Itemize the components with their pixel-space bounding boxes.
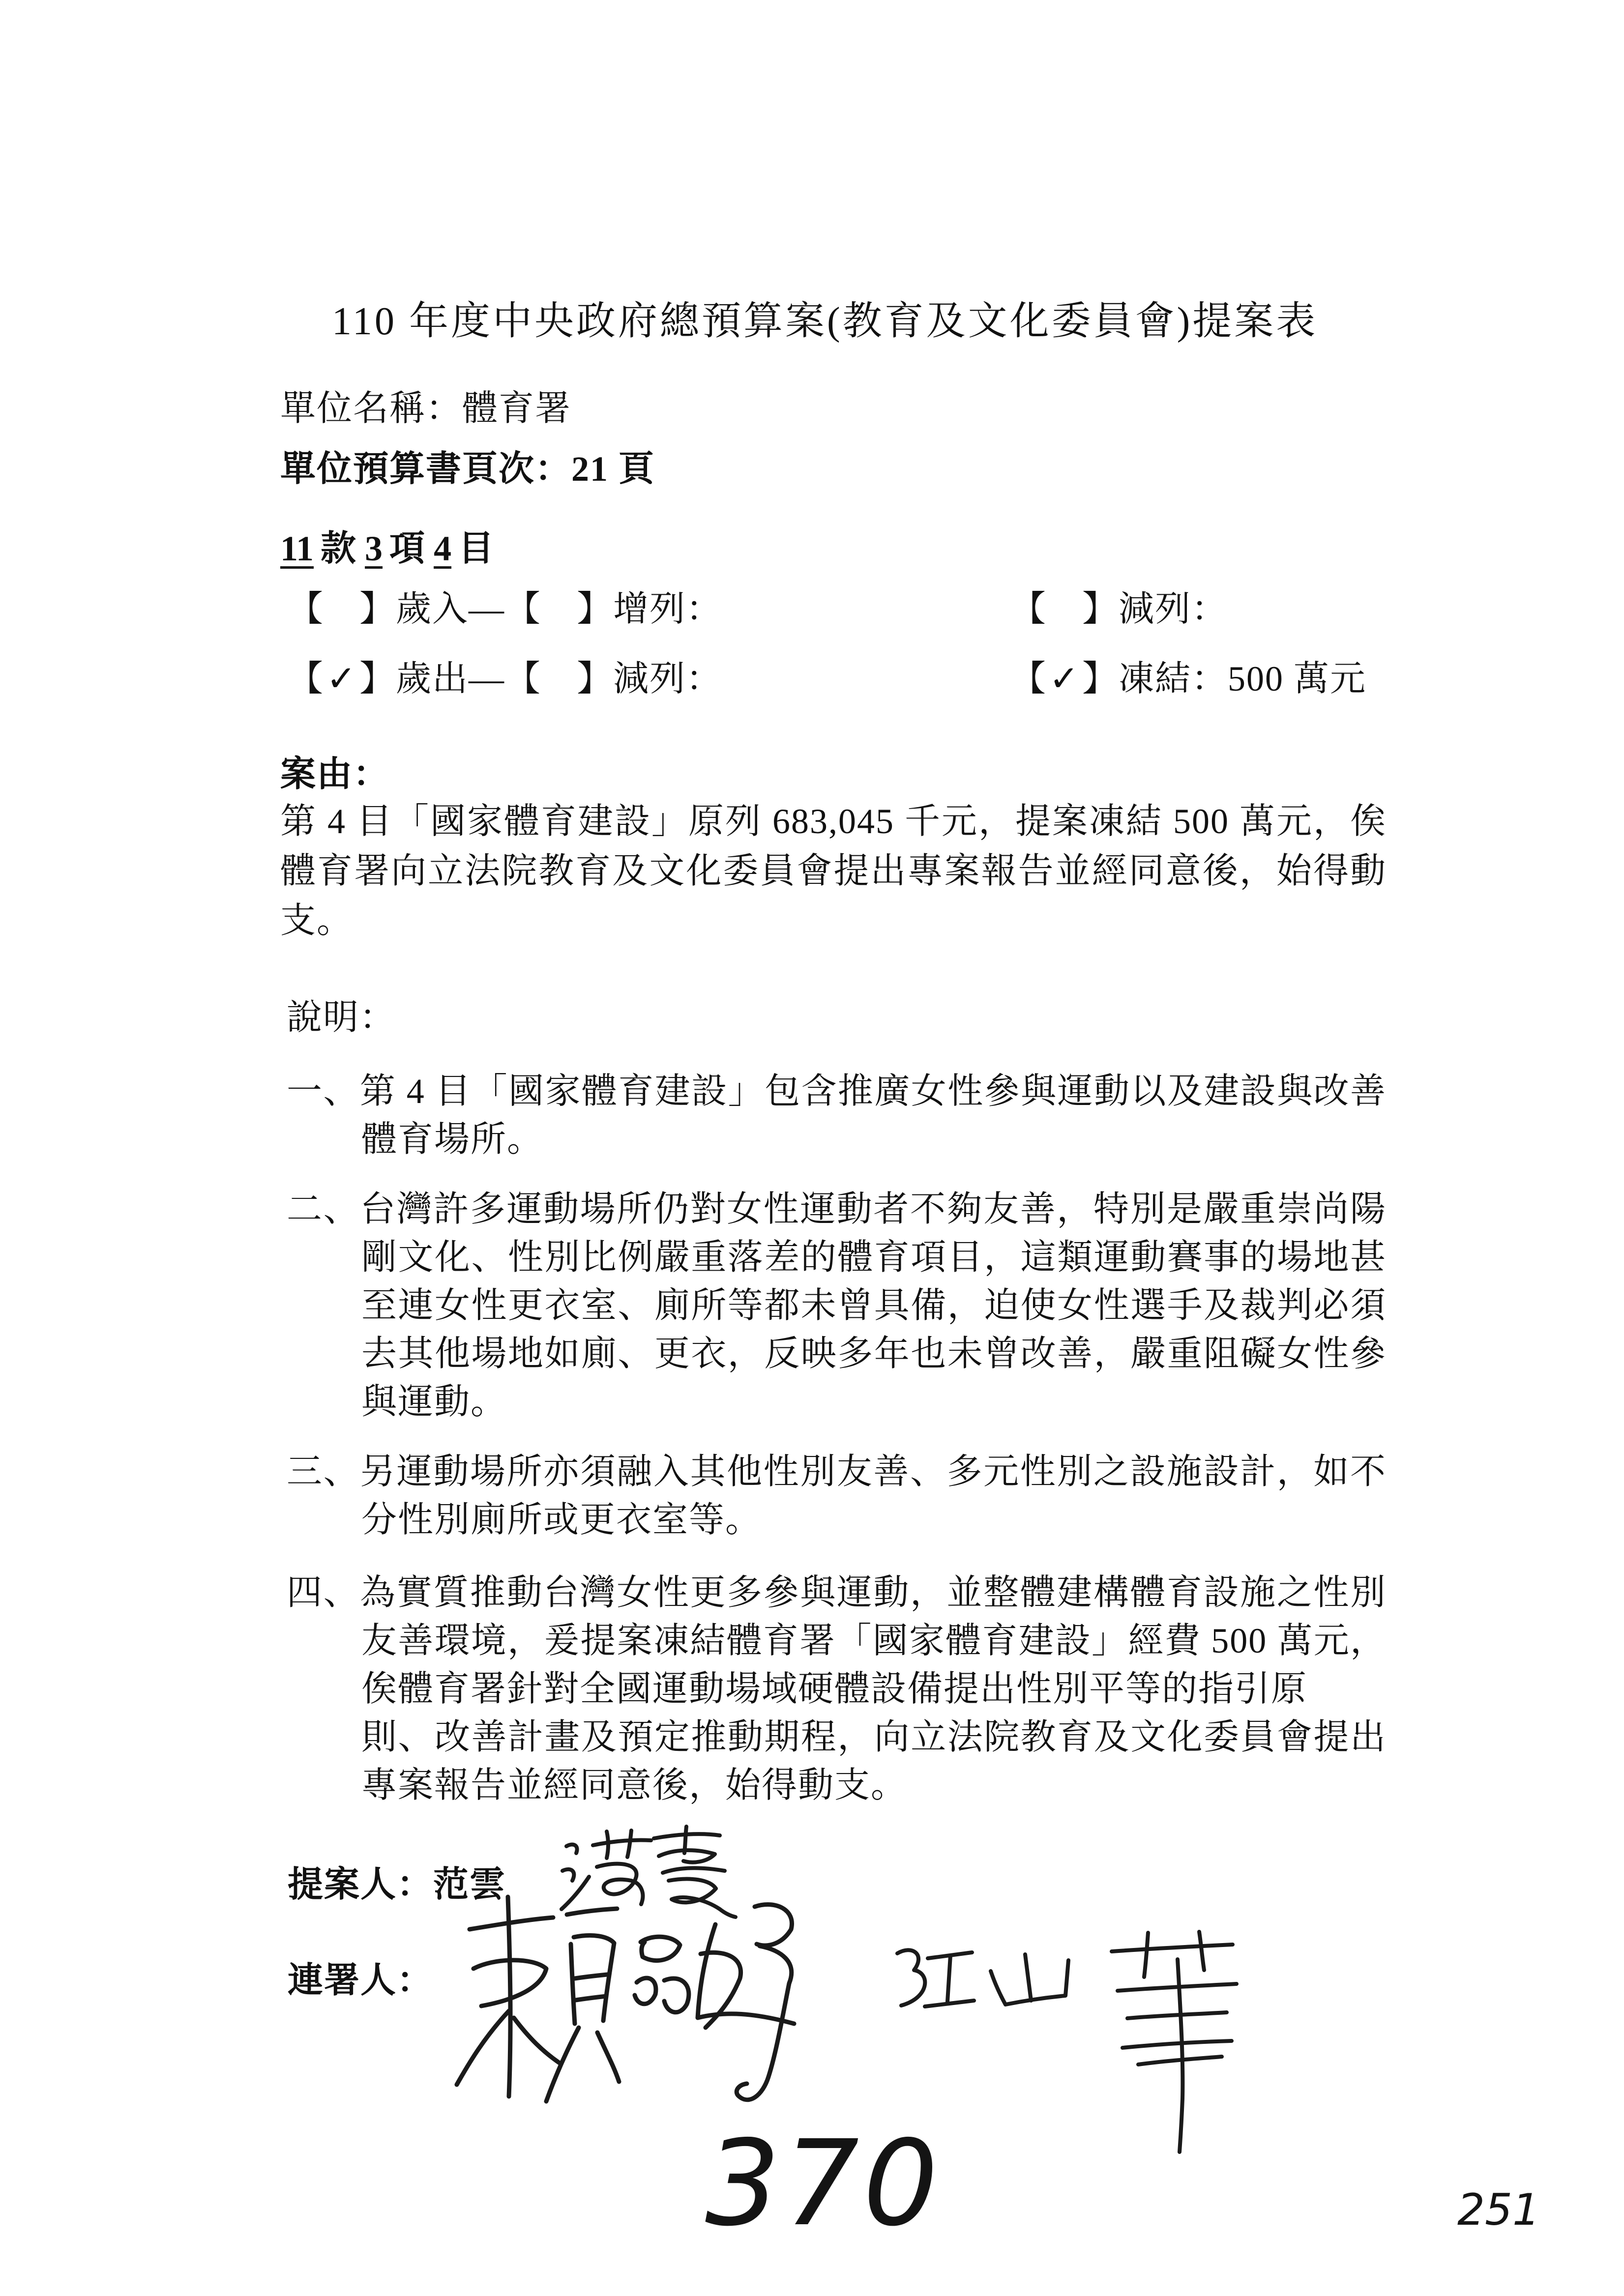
mu-number: 4 xyxy=(434,529,452,568)
expense-checkbox xyxy=(288,654,396,703)
explanation-line: 俟體育署針對全國運動場域硬體設備提出性別平等的指引原 xyxy=(361,1669,1308,1709)
explanation-line: 體育場所。 xyxy=(361,1120,544,1159)
bracket-open: 【 xyxy=(1010,589,1047,629)
expense-reduce-label: 減列： xyxy=(613,659,723,698)
budget-type-revenue-reduce xyxy=(1010,584,1228,634)
explanation-line: 則、改善計畫及預定推動期程，向立法院教育及文化委員會提出 xyxy=(361,1717,1387,1757)
bracket-close: 】 xyxy=(359,659,396,698)
explanation-line: 分性別廁所或更衣室等。 xyxy=(361,1500,762,1540)
revenue-reduce-checkbox xyxy=(1010,584,1119,634)
revenue-checkbox xyxy=(288,584,396,634)
bracket-close: 】 xyxy=(359,589,396,629)
proposer-label: 提案人： xyxy=(288,1865,434,1904)
bracket-close: 】 xyxy=(1082,589,1119,629)
reason-heading: 案由： xyxy=(280,755,390,794)
budget-type-freeze xyxy=(1010,654,1366,703)
handwritten-number: 370 xyxy=(705,2115,943,2252)
explanation-line xyxy=(287,1448,1387,1496)
item-text: 台灣許多運動場所仍對女性運動者不夠友善，特別是嚴重崇尚陽 xyxy=(360,1190,1387,1229)
explanation-line xyxy=(287,1067,1387,1115)
bracket-open: 【 xyxy=(505,659,542,698)
proposer-name: 范雲 xyxy=(433,1865,506,1904)
bracket-open: 【 xyxy=(288,589,325,629)
revenue-increase-label: 增列： xyxy=(613,589,723,629)
explanation-line: 剛文化、性別比例嚴重落差的體育項目，這類運動賽事的場地甚 xyxy=(361,1238,1387,1277)
item-text: 另運動場所亦須融入其他性別友善、多元性別之設施設計，如不 xyxy=(360,1452,1387,1491)
unit-name: 單位名稱：體育署 xyxy=(280,389,572,428)
reason-line: 第 4 目「國家體育建設」原列 683,045 千元，提案凍結 500 萬元，俟 xyxy=(280,802,1387,841)
explanation-heading: 說明： xyxy=(287,998,396,1037)
signature-cosigner-2 xyxy=(892,1932,1239,2153)
document-title: 110 年度中央政府總預算案(教育及文化委員會)提案表 xyxy=(332,300,1318,343)
explanation-line xyxy=(287,1569,1387,1617)
bracket-open: 【 xyxy=(505,589,542,629)
expense-reduce-checkbox xyxy=(505,654,613,703)
explanation-line: 友善環境，爰提案凍結體育署「國家體育建設」經費 500 萬元， xyxy=(361,1621,1387,1660)
handwritten-page-number: 251 xyxy=(1457,2184,1540,2235)
budget-type-row-expense xyxy=(288,654,722,703)
explanation-item-4 xyxy=(287,1569,1387,1809)
explanation-line xyxy=(287,1185,1387,1233)
reason-paragraph xyxy=(280,797,1387,946)
explanation-item-2 xyxy=(287,1185,1387,1426)
freeze-amount: 500 萬元 xyxy=(1228,659,1367,698)
freeze-label: 凍結： xyxy=(1119,659,1228,698)
item-marker: 一、 xyxy=(287,1072,360,1111)
revenue-reduce-label: 減列： xyxy=(1119,589,1228,629)
item-text: 第 4 目「國家體育建設」包含推廣女性參與運動以及建設與改善 xyxy=(359,1072,1387,1111)
item-marker: 四、 xyxy=(287,1573,360,1612)
expense-check-mark: ✓ xyxy=(326,658,357,699)
bracket-close: 】 xyxy=(577,659,614,698)
kuan-label: 款 xyxy=(321,529,356,568)
explanation-line: 去其他場地如廁、更衣，反映多年也未曾改善，嚴重阻礙女性參 xyxy=(361,1334,1387,1373)
bracket-close: 】 xyxy=(1082,659,1119,698)
explanation-line: 與運動。 xyxy=(361,1382,507,1422)
explanation-item-1 xyxy=(287,1067,1387,1163)
budget-type-row-revenue xyxy=(288,584,722,634)
item-marker: 二、 xyxy=(287,1190,360,1229)
revenue-increase-checkbox xyxy=(505,584,613,634)
xiang-label: 項 xyxy=(389,529,425,568)
reason-line: 體育署向立法院教育及文化委員會提出專案報告並經同意後，始得動 xyxy=(280,851,1387,891)
signature-cosigner-1 xyxy=(450,1895,804,2109)
bracket-close: 】 xyxy=(577,589,614,629)
explanation-line: 至連女性更衣室、廁所等都未曾具備，迫使女性選手及裁判必須 xyxy=(361,1286,1387,1325)
budget-page-reference: 單位預算書頁次：21 頁 xyxy=(280,449,655,489)
freeze-checkbox xyxy=(1010,654,1119,703)
reason-line: 支。 xyxy=(280,901,354,940)
item-marker: 三、 xyxy=(287,1452,360,1491)
kuan-number: 11 xyxy=(280,529,314,568)
item-text: 為實質推動台灣女性更多參與運動，並整體建構體育設施之性別 xyxy=(360,1573,1387,1612)
xiang-number: 3 xyxy=(365,529,383,568)
budget-item-code xyxy=(280,524,494,573)
revenue-label: 歲入— xyxy=(396,589,505,629)
mu-label: 目 xyxy=(458,529,494,568)
expense-label: 歲出— xyxy=(396,659,505,698)
bracket-open: 【 xyxy=(288,659,325,698)
cosigner-label: 連署人： xyxy=(288,1961,434,2000)
freeze-check-mark: ✓ xyxy=(1049,658,1080,699)
bracket-open: 【 xyxy=(1010,659,1047,698)
explanation-item-3 xyxy=(287,1448,1387,1544)
explanation-line: 專案報告並經同意後，始得動支。 xyxy=(361,1766,908,1805)
